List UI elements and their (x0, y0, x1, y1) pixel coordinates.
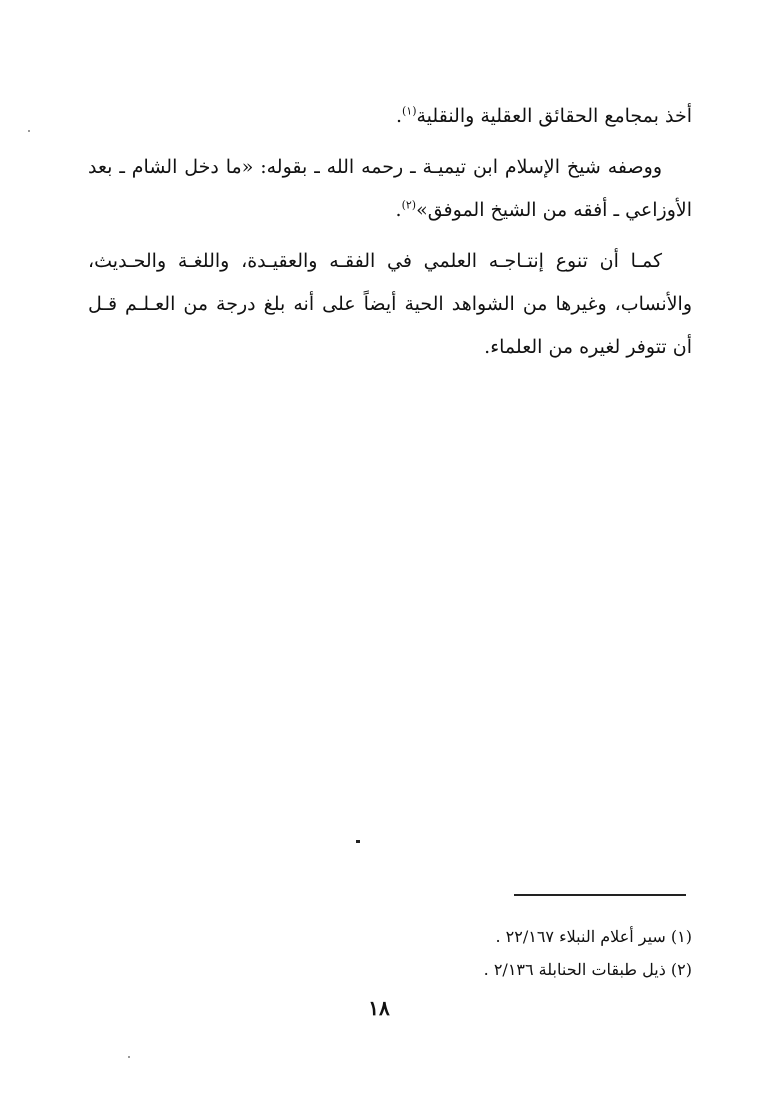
paragraph-1 (88, 95, 692, 138)
footnotes (300, 920, 692, 986)
page-number: ١٨ (368, 996, 390, 1020)
footnote-2: (٢) ذيل طبقات الحنابلة ٢/١٣٦ . (483, 960, 692, 979)
body-text (88, 95, 692, 377)
stray-mark (356, 840, 360, 843)
paragraph-end-mark: . (395, 105, 402, 127)
footnote-separator (514, 894, 686, 896)
paragraph-text: ووصفه شيخ الإسلام ابن تيميـة ـ رحمه الله ـ بقوله: «ما دخل الشام ـ بعد الأوزاعي ـ أفقه من الشيخ الموفق» (88, 156, 692, 221)
paragraph-3 (88, 240, 692, 369)
scan-speck (28, 130, 30, 132)
paragraph-text: كمـا أن تنوع إنتـاجـه العلمي في الفقـه والعقيـدة، واللغـة والحـديث، والأنساب، وغيرها من الشواهد الحية أيضاً على أنه بلغ درجة من العـلـم قـل أن تتوفر لغيره من العلماء. (88, 250, 692, 358)
footnote-1: (١) سير أعلام النبلاء ٢٢/١٦٧ . (495, 927, 692, 946)
paragraph-end-mark: . (395, 199, 402, 221)
footnote-ref-1: (١) (401, 104, 417, 118)
paragraph-2 (88, 146, 692, 232)
scan-speck (128, 1056, 130, 1058)
footnote-ref-2: (٢) (401, 198, 417, 212)
paragraph-text: أخذ بمجامع الحقائق العقلية والنقلية (416, 105, 692, 127)
